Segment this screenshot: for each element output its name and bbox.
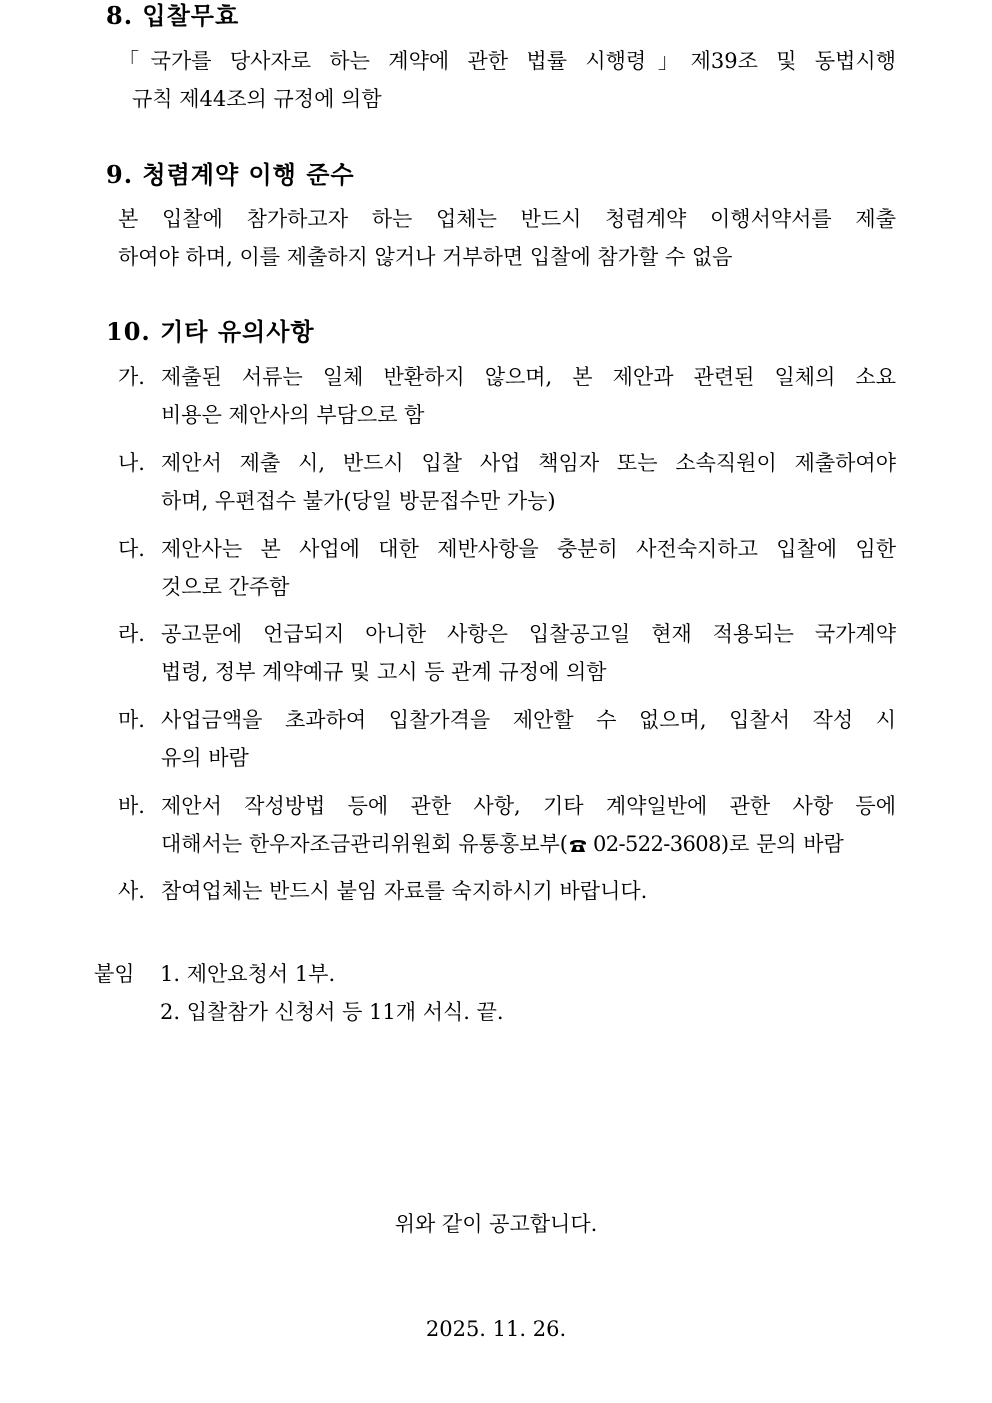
list-item	[118, 615, 896, 691]
list-marker: 바.	[118, 794, 145, 818]
list-item-line-2: 비용은 제안사의 부담으로 함	[161, 403, 425, 427]
contact-text: 대해서는 한우자조금관리위원회 유통홍보부(	[161, 832, 568, 856]
contact-suffix: )로 문의 바람	[720, 832, 844, 856]
closing-statement: 위와 같이 공고합니다.	[394, 1212, 598, 1236]
list-item-line-2: 것으로 간주함	[161, 575, 290, 599]
list-item-line-2: 유의 바람	[161, 746, 249, 770]
list-item-line-1: 제안사는 본 사업에 대한 제반사항을 충분히 사전숙지하고 입찰에 임한	[161, 537, 896, 561]
section-9-line-1: 본 입찰에 참가하고자 하는 업체는 반드시 청렴계약 이행서약서를 제출	[118, 207, 896, 231]
announcement-date: 2025. 11. 26.	[425, 1317, 567, 1341]
list-item-line-1: 제출된 서류는 일체 반환하지 않으며, 본 제안과 관련된 일체의 소요	[161, 365, 896, 389]
list-marker: 라.	[118, 622, 145, 646]
attachments-label: 붙임	[94, 962, 135, 986]
list-marker: 다.	[118, 537, 145, 561]
section-8-body	[118, 42, 896, 118]
list-item	[118, 701, 896, 777]
list-marker: 사.	[118, 879, 145, 903]
section-10-heading: 10. 기타 유의사항	[106, 317, 315, 346]
list-item-line-1: 공고문에 언급되지 아니한 사항은 입찰공고일 현재 적용되는 국가계약	[161, 622, 896, 646]
attachments	[94, 955, 504, 1031]
list-item-line-2	[161, 825, 896, 865]
list-item-line-2: 하며, 우편접수 불가(당일 방문접수만 가능)	[161, 489, 556, 513]
list-marker: 나.	[118, 451, 145, 475]
section-8-line-2: 규칙 제44조의 규정에 의함	[132, 87, 382, 111]
list-item	[118, 530, 896, 606]
section-8-line-1: 「국가를 당사자로 하는 계약에 관한 법률 시행령」제39조 및 동법시행	[118, 49, 896, 73]
section-9-heading: 9. 청렴계약 이행 준수	[106, 160, 355, 189]
list-item	[118, 787, 896, 865]
list-item-line-1: 사업금액을 초과하여 입찰가격을 제안할 수 없으며, 입찰서 작성 시	[161, 708, 896, 732]
section-9-body	[118, 200, 896, 276]
list-item-line-2: 법령, 정부 계약예규 및 고시 등 관계 규정에 의함	[161, 660, 607, 684]
section-8-heading: 8. 입찰무효	[106, 1, 240, 30]
list-item	[118, 872, 896, 910]
phone-number: 02-522-3608	[592, 832, 721, 856]
list-item-line-1: 제안서 제출 시, 반드시 입찰 사업 책임자 또는 소속직원이 제출하여야	[161, 451, 896, 475]
section-9-line-2: 하여야 하며, 이를 제출하지 않거나 거부하면 입찰에 참가할 수 없음	[118, 245, 733, 269]
list-marker: 가.	[118, 365, 145, 389]
list-item	[118, 444, 896, 520]
attachment-item: 1. 제안요청서 1부.	[160, 962, 336, 986]
list-item-line-1: 참여업체는 반드시 붙임 자료를 숙지하시기 바랍니다.	[161, 879, 648, 903]
list-item	[118, 358, 896, 434]
attachment-item: 2. 입찰참가 신청서 등 11개 서식. 끝.	[160, 1000, 504, 1024]
list-item-line-1: 제안서 작성방법 등에 관한 사항, 기타 계약일반에 관한 사항 등에	[161, 794, 896, 818]
telephone-icon	[569, 827, 587, 865]
list-marker: 마.	[118, 708, 145, 732]
